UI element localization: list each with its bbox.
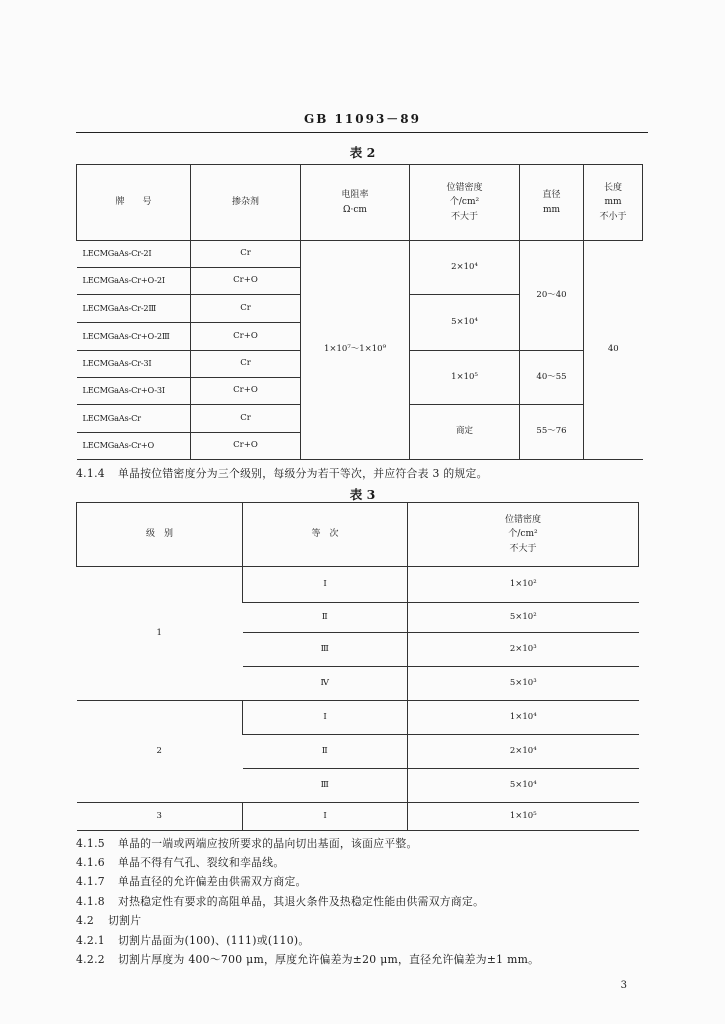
grade-cell: Ⅲ: [243, 633, 408, 667]
section-4-2-heading: [76, 913, 141, 928]
paragraph-number: 4.2.2: [76, 953, 105, 966]
grade-cell: Ⅳ: [243, 667, 408, 701]
dislocation-value-cell: 1×10²: [408, 567, 639, 603]
paragraph-text: 对热稳定性有要求的高阻单晶，其退火条件及热稳定性能由供需双方商定。: [118, 895, 485, 908]
paragraph-4-1-7: [76, 874, 307, 889]
length-unit: mm: [604, 197, 622, 208]
paragraph-text: 切割片晶面为(100)、(111)或(110)。: [118, 934, 310, 947]
paragraph-text: 单晶的一端或两端应按所要求的晶向切出基面，该面应平整。: [118, 837, 418, 850]
dopant-cell: Cr+O: [191, 378, 301, 405]
paragraph-number: 4.1.8: [76, 895, 105, 908]
paragraph-text: 切割片: [108, 914, 142, 927]
length-label: 长度: [603, 182, 622, 193]
length-cell: 40: [584, 241, 643, 460]
dislocation-label: 位错密度: [446, 182, 483, 193]
brand-cell: LECMGaAs-Cr-2Ⅲ: [77, 295, 191, 323]
brand-cell: LECMGaAs-Cr+O-2I: [77, 268, 191, 295]
paragraph-text: 单晶直径的允许偏差由供需双方商定。: [118, 875, 307, 888]
paragraph-number: 4.1.4: [76, 467, 105, 480]
dislocation-value-cell: 5×10²: [408, 603, 639, 633]
brand-cell: LECMGaAs-Cr: [77, 405, 191, 433]
dislocation-unit: 个/cm²: [508, 529, 538, 540]
dopant-cell: Cr: [191, 405, 301, 433]
grade-cell: Ⅰ: [243, 567, 408, 603]
table-2: [76, 164, 643, 460]
dislocation-cell: 1×10⁵: [410, 351, 520, 405]
table2-header-diameter: [520, 165, 584, 241]
diameter-unit: mm: [542, 204, 561, 215]
brand-cell: LECMGaAs-Cr-2I: [77, 241, 191, 268]
table3-caption: 表 3: [349, 487, 376, 502]
dopant-cell: Cr+O: [191, 268, 301, 295]
level-cell: 3: [77, 803, 243, 831]
table-3: [76, 502, 639, 831]
dislocation-note: 不大于: [509, 543, 537, 554]
table3-header-dislocation: [408, 503, 639, 567]
paragraph-number: 4.2.1: [76, 934, 105, 947]
diameter-cell: 55～76: [520, 405, 584, 460]
diameter-cell: 20～40: [520, 241, 584, 351]
paragraph-number: 4.1.5: [76, 837, 105, 850]
standard-header: GB 11093－89: [303, 112, 422, 126]
level-cell: 1: [77, 567, 243, 701]
dislocation-value-cell: 2×10⁴: [408, 735, 639, 769]
brand-cell: LECMGaAs-Cr+O: [77, 433, 191, 460]
paragraph-text: 单晶不得有气孔、裂纹和孪晶线。: [118, 856, 285, 869]
resistivity-unit: Ω·cm: [343, 204, 367, 215]
paragraph-4-1-6: [76, 855, 284, 870]
table2-header-dopant: 掺杂剂: [191, 165, 301, 241]
page-number: 3: [620, 980, 627, 991]
brand-cell: LECMGaAs-Cr+O-2Ⅲ: [77, 323, 191, 351]
diameter-label: 直径: [542, 190, 561, 201]
grade-cell: Ⅲ: [243, 769, 408, 803]
table-row: [77, 567, 639, 603]
dislocation-cell: 商定: [410, 405, 520, 460]
dislocation-value-cell: 2×10³: [408, 633, 639, 667]
dislocation-note: 不大于: [450, 211, 478, 222]
dopant-cell: Cr+O: [191, 323, 301, 351]
dislocation-value-cell: 5×10⁴: [408, 769, 639, 803]
paragraph-4-2-1: [76, 933, 309, 948]
paragraph-4-1-5: [76, 836, 418, 851]
brand-cell: LECMGaAs-Cr+O-3I: [77, 378, 191, 405]
dislocation-unit: 个/cm²: [449, 197, 480, 208]
table2-header-resistivity: [301, 165, 410, 241]
brand-cell: LECMGaAs-Cr-3I: [77, 351, 191, 378]
table2-header-row: [77, 165, 643, 241]
table-row: [77, 241, 643, 268]
paragraph-4-2-2: [76, 952, 539, 967]
grade-cell: Ⅱ: [243, 603, 408, 633]
dopant-cell: Cr: [191, 241, 301, 268]
dislocation-value-cell: 1×10⁴: [408, 701, 639, 735]
header-rule: [76, 132, 648, 133]
table3-header-row: [77, 503, 639, 567]
table3-header-level: 级 别: [77, 503, 243, 567]
paragraph-number: 4.1.6: [76, 856, 105, 869]
paragraph-text: 切割片厚度为 400～700 μm，厚度允许偏差为±20 μm，直径允许偏差为±1 mm。: [118, 953, 540, 966]
table2-caption: 表 2: [349, 145, 376, 160]
table2-header-dislocation: [410, 165, 520, 241]
resistivity-cell: 1×10⁷～1×10⁹: [301, 241, 410, 460]
dislocation-cell: 5×10⁴: [410, 295, 520, 351]
grade-cell: Ⅱ: [243, 735, 408, 769]
dislocation-value-cell: 1×10⁵: [408, 803, 639, 831]
table-row: [77, 701, 639, 735]
diameter-cell: 40～55: [520, 351, 584, 405]
dislocation-value-cell: 5×10³: [408, 667, 639, 701]
dislocation-cell: 2×10⁴: [410, 241, 520, 295]
table2-header-length: [584, 165, 643, 241]
table-row: [77, 803, 639, 831]
resistivity-label: 电阻率: [341, 190, 369, 201]
dopant-cell: Cr: [191, 295, 301, 323]
dopant-cell: Cr: [191, 351, 301, 378]
grade-cell: Ⅰ: [243, 701, 408, 735]
table2-header-brand: 牌 号: [77, 165, 191, 241]
grade-cell: Ⅰ: [243, 803, 408, 831]
paragraph-4-1-8: [76, 894, 484, 909]
dopant-cell: Cr+O: [191, 433, 301, 460]
paragraph-number: 4.2: [76, 914, 95, 927]
table3-header-grade: 等 次: [243, 503, 408, 567]
level-cell: 2: [77, 701, 243, 803]
length-note: 不小于: [599, 211, 627, 222]
paragraph-text: 单晶按位错密度分为三个级别，每级分为若干等次，并应符合表 3 的规定。: [118, 467, 488, 480]
paragraph-number: 4.1.7: [76, 875, 105, 888]
paragraph-4-1-4: [76, 466, 488, 481]
dislocation-label: 位错密度: [504, 514, 541, 525]
